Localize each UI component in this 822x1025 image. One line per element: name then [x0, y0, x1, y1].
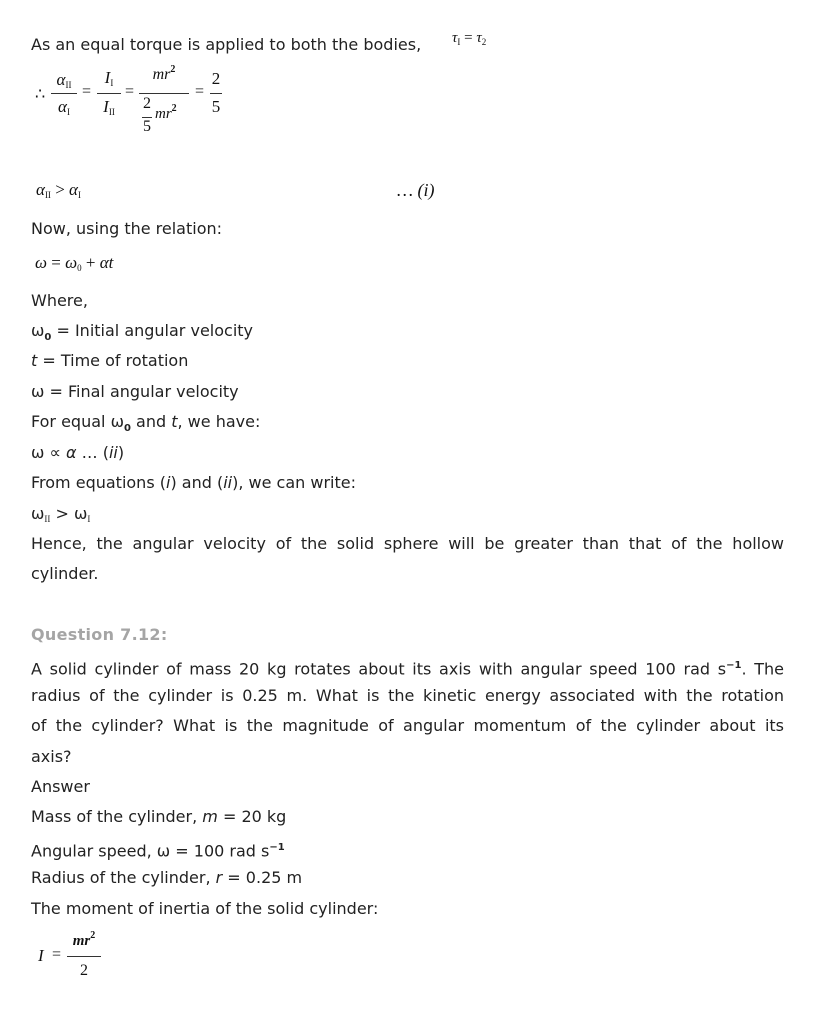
radius-line: Radius of the cylinder, r = 0.25 m	[31, 868, 303, 887]
question-line-4: axis?	[31, 747, 72, 766]
question-heading: Question 7.12:	[31, 625, 168, 644]
question-line-3: of the cylinder? What is the magnitude of angular momentum of the cylinder about its	[31, 716, 784, 735]
mass-line: Mass of the cylinder, m = 20 kg	[31, 807, 287, 826]
torque-intro-text: As an equal torque is applied to both the bodies,	[31, 35, 422, 54]
where-text: Where,	[31, 291, 88, 310]
torque-equation: $\tau_I = \tau_2$	[452, 30, 487, 47]
omega0-definition: $\omega_0$ = Initial angular velocity	[31, 321, 253, 343]
alpha-inequality: $\alpha_{II} > \alpha_I$	[36, 180, 81, 200]
now-relation-text: Now, using the relation:	[31, 219, 223, 238]
proportionality-line: ω ∝ α … (ii)	[31, 443, 125, 462]
equation-label-i: … (i)	[397, 180, 435, 200]
answer-label: Answer	[31, 777, 90, 796]
question-line-1: A solid cylinder of mass 20 kg rotates about its axis with angular speed 100 rad $s^{-1}$. The	[31, 659, 785, 679]
omega-definition: ω = Final angular velocity	[31, 382, 239, 401]
angular-speed-line: Angular speed, ω = 100 rad $s^{-1}$	[31, 841, 285, 861]
conclusion-line-1: Hence, the angular velocity of the solid sphere will be greater than that of the hollow	[31, 534, 784, 553]
for-equal-text: For equal $\omega_0$ and t, we have:	[31, 412, 261, 434]
t-definition: t = Time of rotation	[31, 351, 189, 370]
omega-inequality: $\omega_{II} > \omega_I$	[31, 504, 91, 524]
angular-velocity-relation: $\omega = \omega_0 + \alpha t$	[35, 253, 114, 273]
question-line-2: radius of the cylinder is 0.25 m. What is the kinetic energy associated with the rotation	[31, 686, 784, 705]
conclusion-line-2: cylinder.	[31, 564, 99, 583]
from-equations-text: From equations (i) and (ii), we can write:	[31, 473, 356, 492]
moment-of-inertia-text: The moment of inertia of the solid cylinder:	[31, 899, 379, 918]
